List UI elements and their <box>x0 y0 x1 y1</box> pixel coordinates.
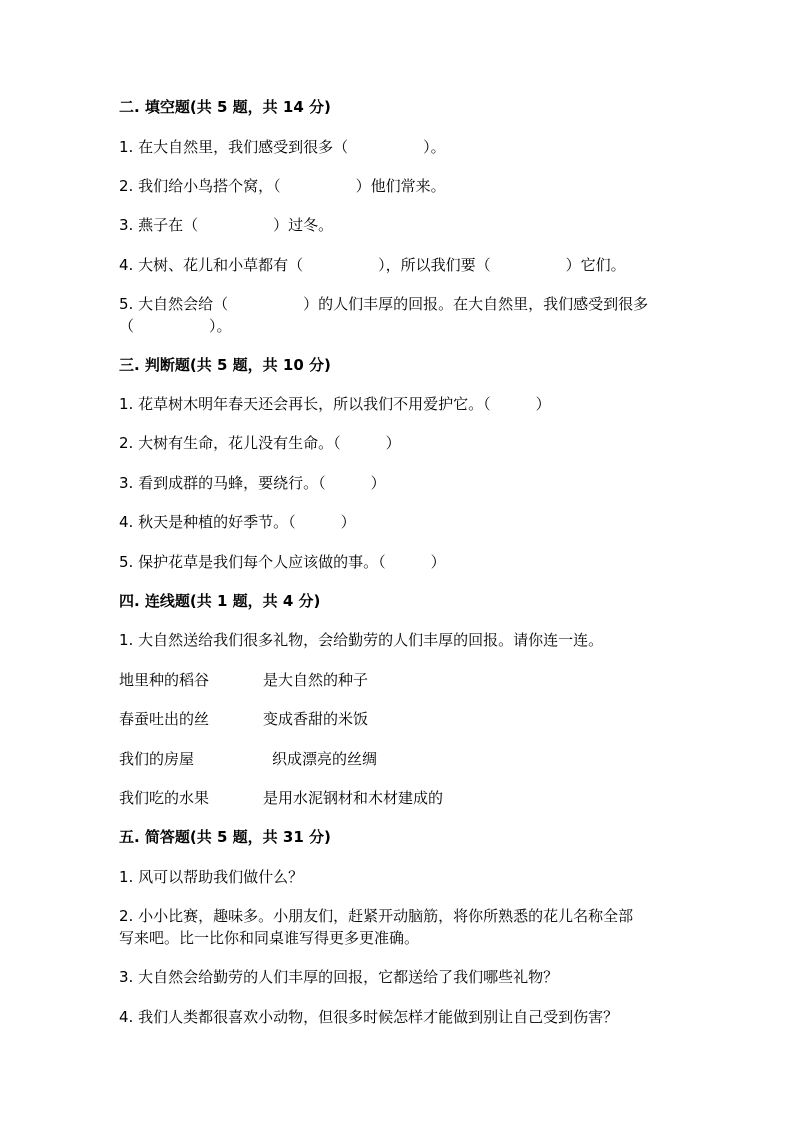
question-3-3: 3. 看到成群的马蜂，要绕行。（ ） <box>119 474 386 492</box>
section-heading-short-answer: 五. 简答题(共 5 题，共 31 分) <box>119 828 331 846</box>
match-left-item: 我们吃的水果 <box>119 789 210 807</box>
question-2-5-line1: 5. 大自然会给（ ）的人们丰厚的回报。在大自然里，我们感受到很多 <box>119 295 649 313</box>
question-3-2: 2. 大树有生命，花儿没有生命。（ ） <box>119 434 401 452</box>
question-2-3: 3. 燕子在（ ）过冬。 <box>119 216 334 234</box>
match-right-item: 织成漂亮的丝绸 <box>272 750 378 768</box>
question-2-5-line2: （ ）。 <box>119 317 232 335</box>
question-2-2: 2. 我们给小鸟搭个窝，（ ）他们常来。 <box>119 177 446 195</box>
section-heading-matching: 四. 连线题(共 1 题，共 4 分) <box>119 592 321 610</box>
question-5-3: 3. 大自然会给勤劳的人们丰厚的回报，它都送给了我们哪些礼物？ <box>119 968 559 986</box>
question-4-1: 1. 大自然送给我们很多礼物，会给勤劳的人们丰厚的回报。请你连一连。 <box>119 631 604 649</box>
question-5-4: 4. 我们人类都很喜欢小动物，但很多时候怎样才能做到别让自己受到伤害？ <box>119 1008 619 1026</box>
match-right-item: 是大自然的种子 <box>263 671 369 689</box>
question-5-2-line2: 写来吧。比一比你和同桌谁写得更多更准确。 <box>119 929 420 947</box>
question-3-4: 4. 秋天是种植的好季节。（ ） <box>119 513 356 531</box>
match-left-item: 我们的房屋 <box>119 750 195 768</box>
question-3-1: 1. 花草树木明年春天还会再长，所以我们不用爱护它。（ ） <box>119 395 551 413</box>
question-2-1: 1. 在大自然里，我们感受到很多（ ）。 <box>119 138 446 156</box>
match-right-item: 是用水泥钢材和木材建成的 <box>263 789 444 807</box>
match-right-item: 变成香甜的米饭 <box>263 710 369 728</box>
question-2-4: 4. 大树、花儿和小草都有（ ），所以我们要（ ）它们。 <box>119 256 626 274</box>
question-3-5: 5. 保护花草是我们每个人应该做的事。（ ） <box>119 553 446 571</box>
match-left-item: 春蚕吐出的丝 <box>119 710 210 728</box>
question-5-2-line1: 2. 小小比赛，趣味多。小朋友们，赶紧开动脑筋，将你所熟悉的花儿名称全部 <box>119 907 634 925</box>
section-heading-fill-in: 二. 填空题(共 5 题，共 14 分) <box>119 98 331 116</box>
section-heading-true-false: 三. 判断题(共 5 题，共 10 分) <box>119 356 331 374</box>
question-5-1: 1. 风可以帮助我们做什么？ <box>119 868 304 886</box>
match-left-item: 地里种的稻谷 <box>119 671 210 689</box>
